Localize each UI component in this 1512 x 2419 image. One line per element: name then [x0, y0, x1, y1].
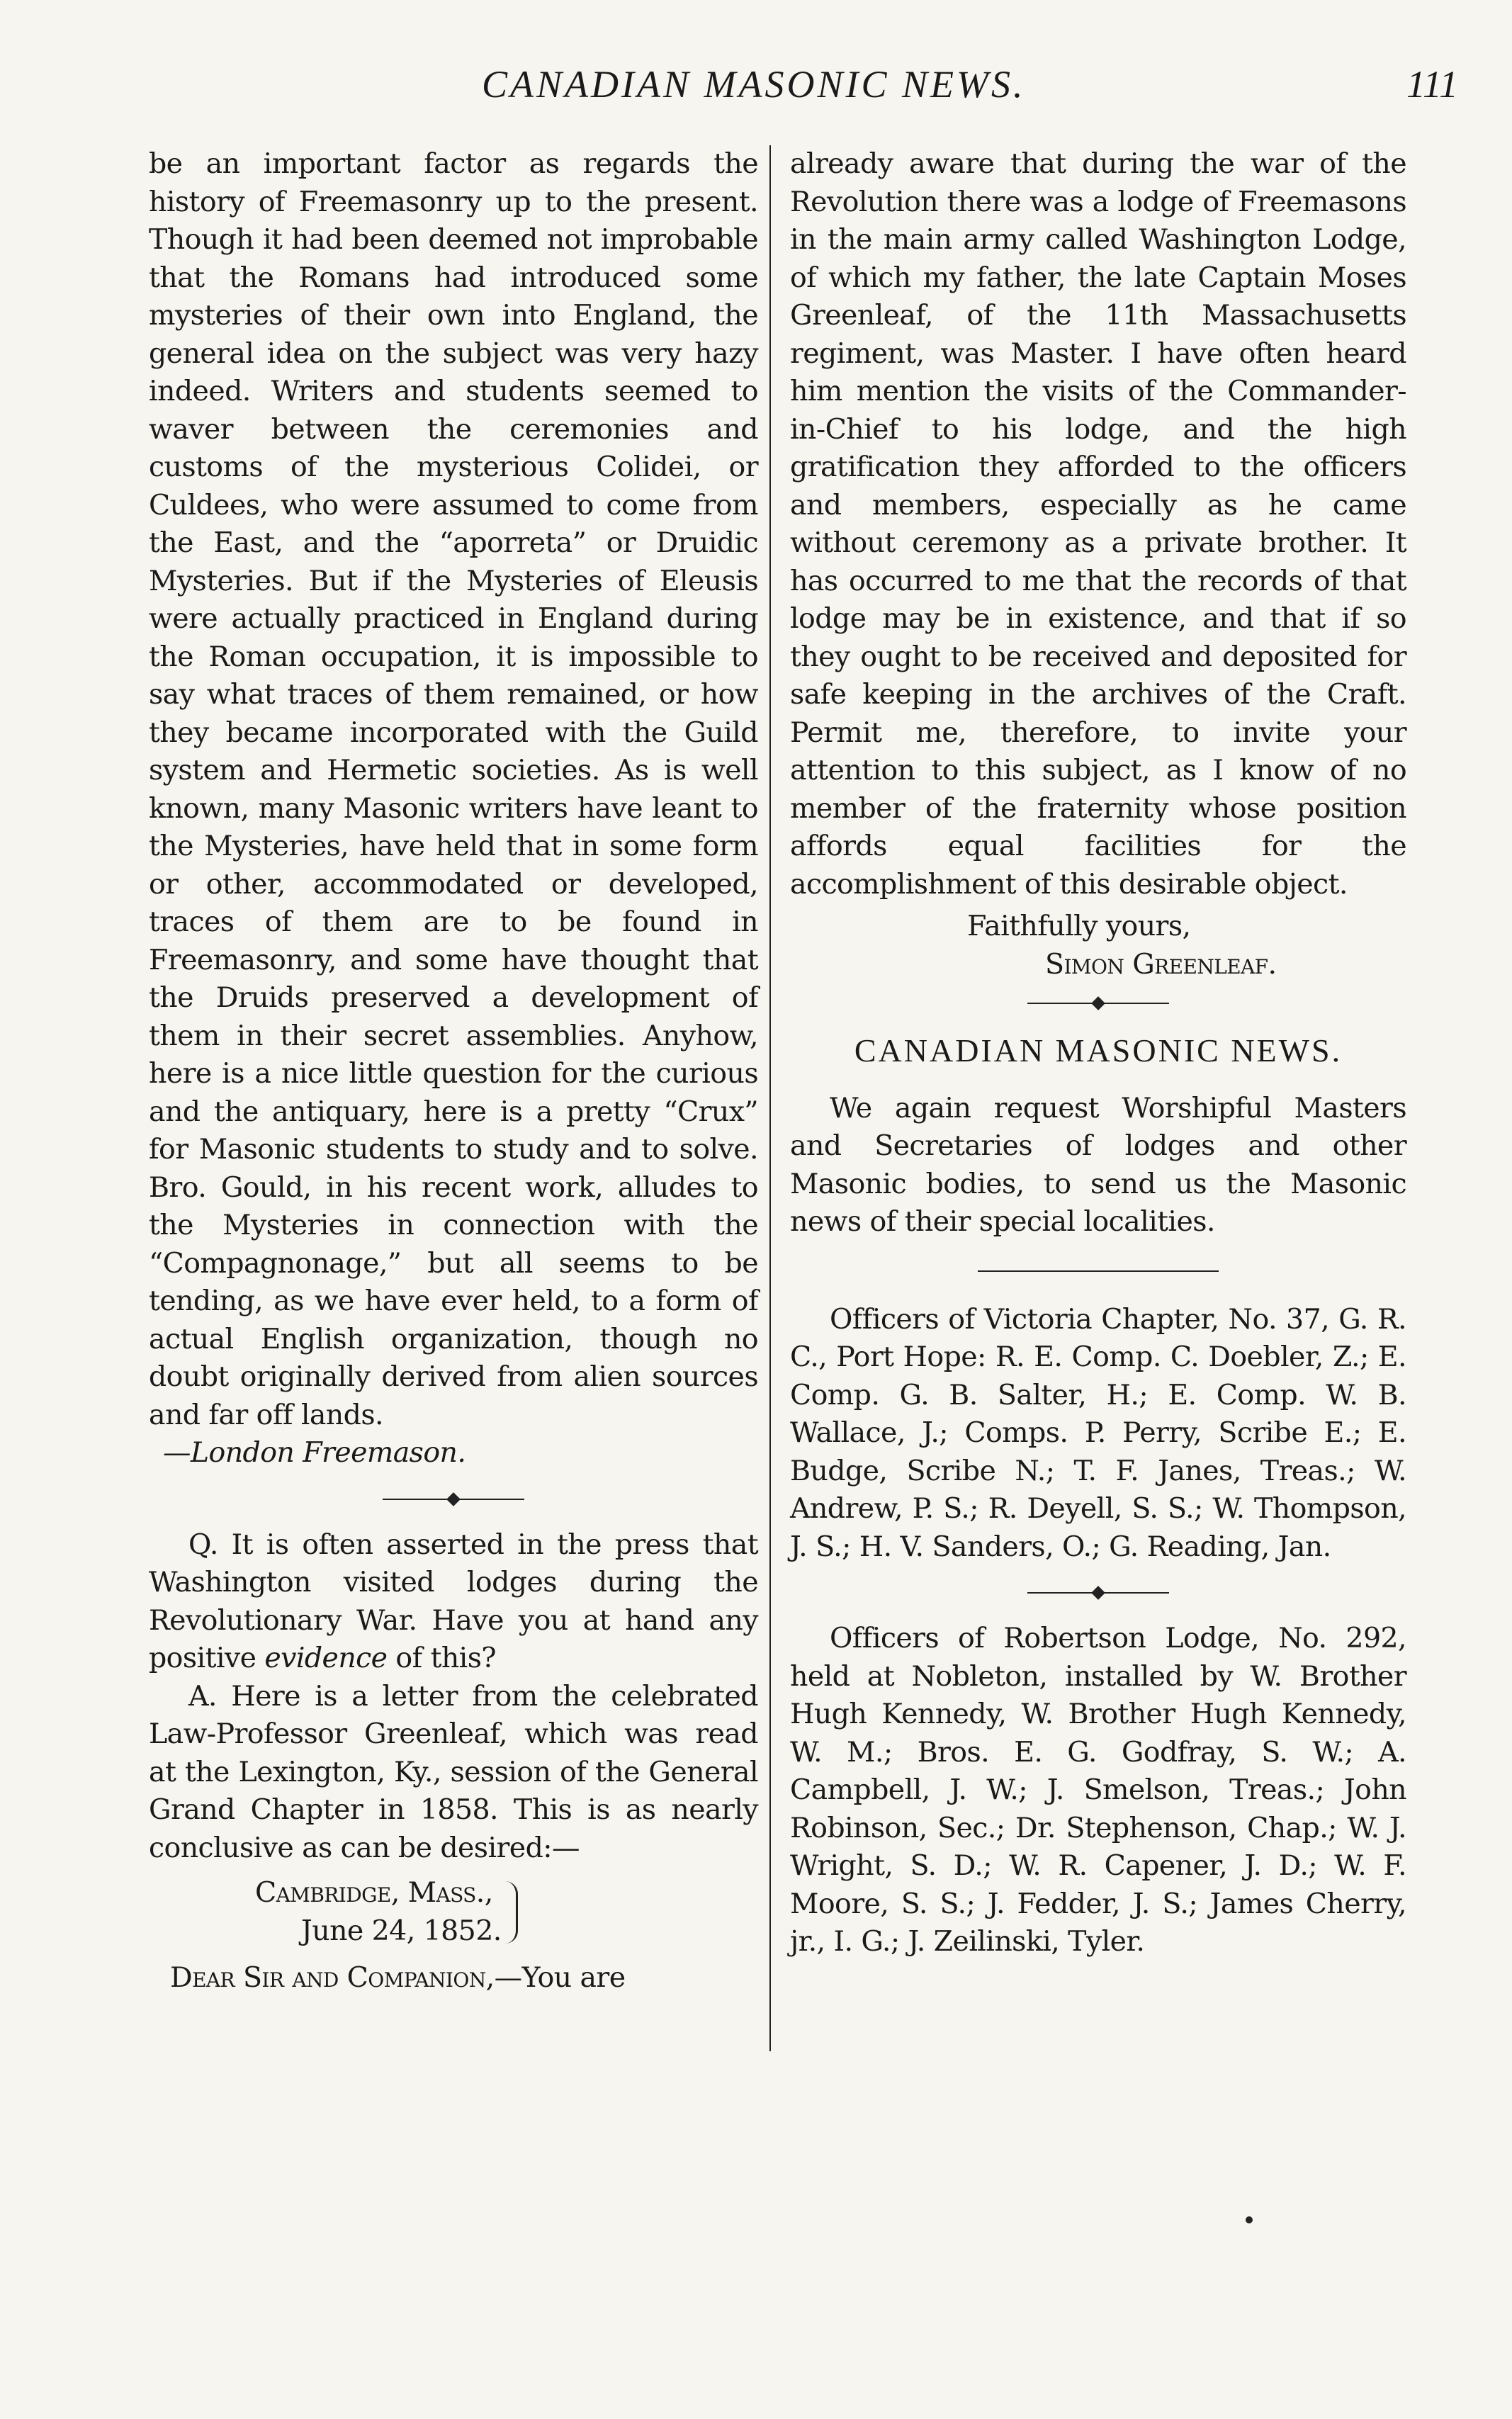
page-number: 111 [1406, 63, 1458, 106]
letter-signature: Simon Greenleaf. [1045, 947, 1277, 981]
section-divider [1027, 993, 1169, 1013]
salutation-tail: —You are [494, 1961, 626, 1994]
column-rule [769, 145, 771, 2051]
section-divider [383, 1489, 524, 1509]
robertson-lodge-officers: Officers of Robertson Lodge, No. 292, held at Nobleton, installed by W. Brother Hugh Kennedy, W. Brother Hugh Kennedy, W. M.; Bros. E. G. Godfray, S. W.; A. Campbell, J. W.; J. Smelson, Treas.; John Robinson, Sec.; Dr. Stephenson, Chap.; W. J. Wright, S. D.; W. R. Capener, J. D.; W. F. Moore, S. S.; J. Fedder, J. S.; James Cherry, jr., I. G.; J. Zeilinski, Tyler. [790, 1622, 1406, 1958]
letter-salutation-line [170, 1959, 758, 1997]
page-header [0, 62, 1512, 112]
letter-salutation: Dear Sir and Companion, [170, 1961, 495, 1994]
victoria-chapter-officers: Officers of Victoria Chapter, No. 37, G. R. C., Port Hope: R. E. Comp. C. Doebler, Z.; E. Comp. G. B. Salter, H.; E. Comp. W. B. Wallace, J.; Comps. P. Perry, Scribe E.; E. Budge, Scribe N.; T. F. Janes, Treas.; W. Andrew, P. S.; R. Deyell, S. S.; W. Thompson, J. S.; H. V. Sanders, O.; G. Reading, Jan. [790, 1302, 1406, 1563]
ink-speck [1246, 2216, 1253, 2223]
news-request-paragraph: We again request Worshipful Masters and Secretaries of lodges and other Masonic bodies, to send us the Masonic news of their special localities. [790, 1091, 1406, 1238]
section-title: CANADIAN MASONIC NEWS. [854, 1032, 1343, 1068]
question-emphasis: evidence [264, 1642, 388, 1674]
freemasonry-history-paragraph: be an important factor as regards the history of Freemasonry up to the present. Though it had been deemed not improbable that the Romans had introduced some mysteries of their own into England, the general idea on the subject was very hazy indeed. Writers and students seemed to waver between the ceremonies and customs of the mysterious Colidei, or Culdees, who were assumed to come from the East, and the “aporreta” or Druidic Mysteries. But if the Mysteries of Eleusis were actually practiced in England during the Roman occupation, it is impossible to say what traces of them remained, or how they became incorporated with the Guild system and Hermetic societies. As is well known, many Masonic writers have leant to the Mysteries, have held that in some form or other, accommodated or developed, traces of them are to be found in Freemasonry, and some have thought that the Druids preserved a development of them in their secret assemblies. Anyhow, here is a nice little question for the curious and the antiquary, here is a pretty “Crux” for Masonic students to study and to solve. Bro. Gould, in his recent work, alludes to the Mysteries in connection with the “Compagnonage,” but all seems to be tending, as we have ever held, to a form of actual English organization, though no doubt originally derived from alien sources and far off lands. [149, 147, 758, 1431]
answer-paragraph: A. Here is a letter from the celebrated Law-Professor Greenleaf, which was read at the Lexington, Ky., session of the General Grand Chapter in 1858. This is as nearly conclusive as can be desired:— [149, 1679, 758, 1864]
letter-dateline [149, 1874, 758, 1952]
right-column [790, 145, 1406, 1961]
question-paragraph [149, 1526, 758, 1678]
section-divider [978, 1261, 1219, 1281]
left-column [149, 145, 758, 1997]
question-text: Q. It is often asserted in the press that Washington visited lodges during the Revolutionary War. Have you at hand any positive [149, 1528, 758, 1674]
letter-date: June 24, 1852. [301, 1915, 502, 1947]
divider-line [978, 1270, 1219, 1272]
source-credit: —London Freemason. [163, 1436, 466, 1469]
diamond-ornament-icon [1091, 996, 1105, 1010]
diamond-ornament-icon [1091, 1586, 1105, 1600]
section-divider [1027, 1583, 1169, 1603]
running-title: CANADIAN MASONIC NEWS. [482, 63, 1026, 106]
letter-closing: Faithfully yours, [967, 910, 1191, 942]
diamond-ornament-icon [446, 1492, 461, 1506]
brace-icon [503, 1881, 518, 1944]
letter-body: already aware that during the war of the Revolution there was a lodge of Freemasons in the main army called Washington Lodge, of which my father, the late Captain Moses Greenleaf, of the 11th Massachusetts regiment, was Master. I have often heard him mention the visits of the Commander-in-Chief to his lodge, and the high gratification they afforded to the officers and members, especially as he came without ceremony as a private brother. It has occurred to me that the records of that lodge may be in existence, and that if so they ought to be received and deposited for safe keeping in the archives of the Craft. Permit me, therefore, to invite your attention to this subject, as I know of no member of the fraternity whose position affords equal facilities for the accomplishment of this desirable object. [790, 147, 1406, 901]
letter-place: Cambridge, Mass., [255, 1876, 493, 1909]
question-tail: of this? [387, 1642, 496, 1674]
